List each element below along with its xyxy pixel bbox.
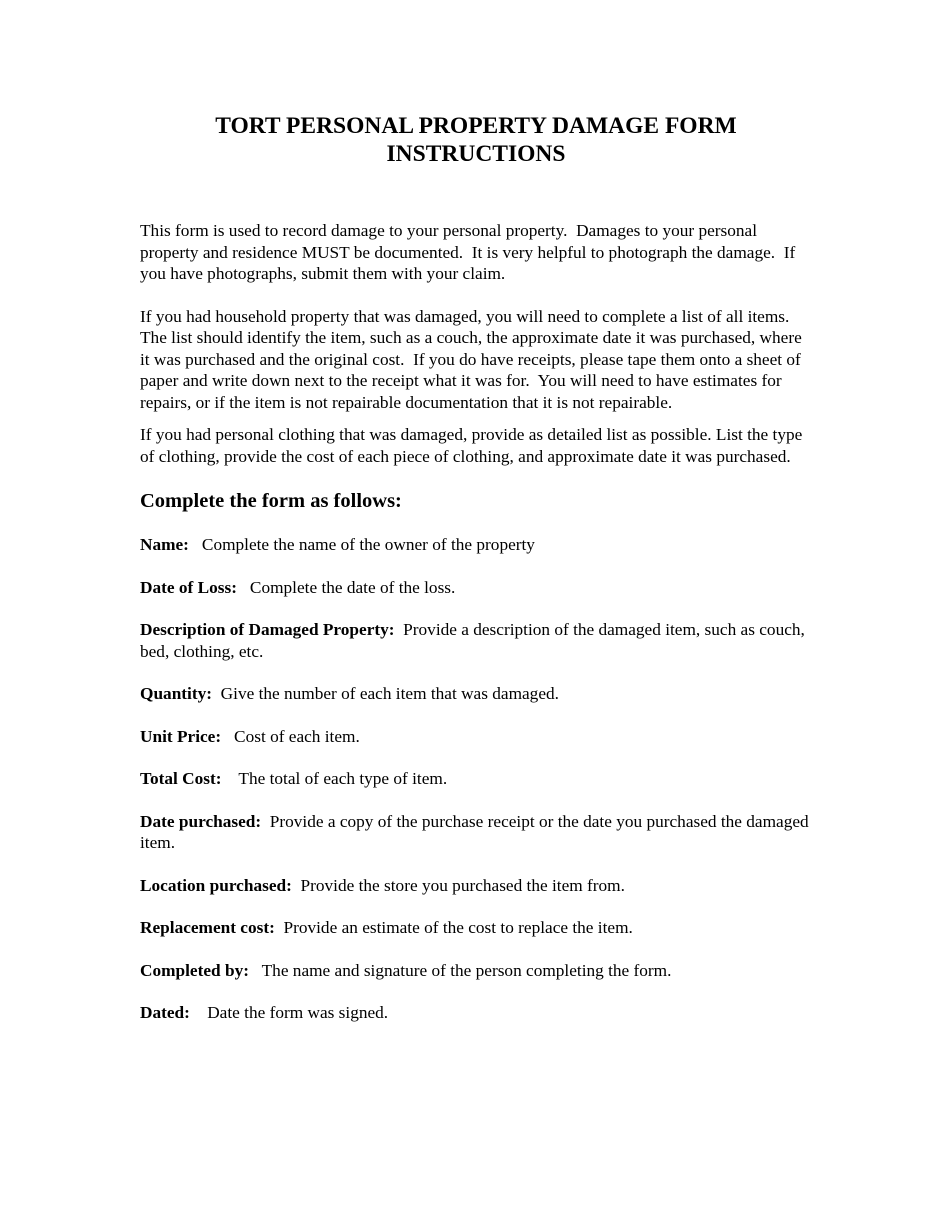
- field-instruction-dated: [140, 1002, 812, 1024]
- field-text: The total of each type of item.: [221, 769, 448, 788]
- field-label: Dated:: [140, 1003, 190, 1022]
- document-title: [134, 112, 818, 168]
- field-instruction-name: [140, 534, 812, 556]
- field-instruction-completed-by: [140, 960, 812, 982]
- field-instruction-description: [140, 619, 812, 662]
- field-text: Complete the name of the owner of the property: [188, 535, 535, 554]
- field-instruction-quantity: [140, 683, 812, 705]
- title-line-2: INSTRUCTIONS: [386, 141, 566, 167]
- field-text: Provide the store you purchased the item from.: [291, 875, 625, 895]
- field-label: Replacement cost:: [140, 918, 275, 937]
- field-label: Total Cost:: [140, 769, 222, 788]
- field-text: Date the form was signed.: [189, 1003, 389, 1022]
- field-text: Give the number of each item that was damaged.: [212, 684, 559, 703]
- field-instruction-date-purchased: [140, 811, 812, 854]
- field-label: Date of Loss:: [140, 577, 237, 597]
- field-label: Date purchased:: [140, 811, 262, 831]
- field-instruction-date-of-loss: [140, 577, 812, 599]
- field-text: Complete the date of the loss.: [236, 577, 456, 597]
- clothing-paragraph: If you had personal clothing that was damaged, provide as detailed list as possible. List the type of clothing, provide the cost of each piece of clothing, and approximate date it was purchased.: [140, 425, 807, 466]
- field-text: Provide an estimate of the cost to replace the item.: [274, 918, 633, 937]
- field-instruction-location-purchased: [140, 875, 812, 897]
- intro-paragraph: This form is used to record damage to your personal property. Damages to your personal property and residence MUST be documented. It is very helpful to photograph the damage. If you have photographs, submit them with your claim.: [140, 221, 800, 283]
- field-text: Provide a description of the damaged item, such as couch, bed, clothing, etc.: [140, 620, 810, 661]
- section-heading: Complete the form as follows:: [140, 490, 402, 512]
- field-text: Provide a copy of the purchase receipt or the date you purchased the damaged item.: [140, 811, 813, 852]
- field-label: Description of Damaged Property:: [140, 620, 395, 639]
- field-instruction-total-cost: [140, 768, 812, 790]
- field-label: Quantity:: [140, 684, 213, 703]
- title-line-1: TORT PERSONAL PROPERTY DAMAGE FORM: [215, 113, 737, 139]
- field-instruction-replacement-cost: [140, 917, 812, 939]
- field-label: Completed by:: [140, 960, 249, 980]
- field-instruction-unit-price: [140, 726, 812, 748]
- field-label: Name:: [140, 535, 189, 554]
- field-label: Location purchased:: [140, 875, 292, 895]
- household-paragraph: If you had household property that was damaged, you will need to complete a list of all items. The list should identify the item, such as a couch, the approximate date it was purchased, where it was purchased and the original cost. If you do have receipts, please tape them onto a sheet of paper and write down next to the receipt what it was for. You will need to have estimates for repairs, or if the item is not repairable documentation that it is not repairable.: [140, 306, 807, 412]
- document-page: [140, 112, 812, 1024]
- field-label: Unit Price:: [140, 726, 222, 746]
- field-text: Cost of each item.: [221, 726, 360, 746]
- field-text: The name and signature of the person completing the form.: [248, 960, 672, 980]
